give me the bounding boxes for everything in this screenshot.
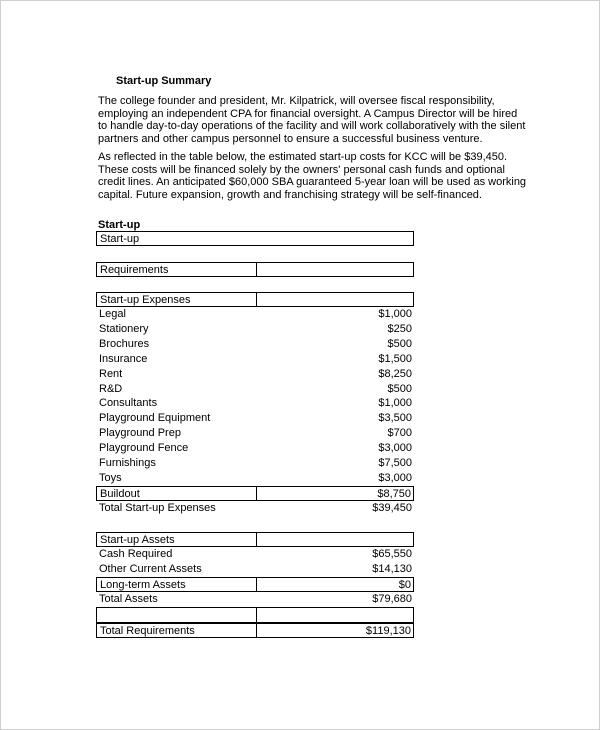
table-row: [96, 577, 414, 592]
row-value: $1,000: [378, 308, 412, 320]
row-value: $1,500: [378, 353, 412, 365]
empty-spacer-row: [96, 607, 414, 623]
row-label: Buildout: [100, 488, 140, 500]
row-label: Long-term Assets: [100, 579, 186, 591]
row-label: Playground Fence: [99, 442, 189, 454]
table-row: [96, 562, 414, 577]
table-title: Start-up: [98, 219, 141, 231]
table-row: [96, 337, 414, 352]
total-expenses-label: Total Start-up Expenses: [99, 502, 216, 514]
row-label: Playground Prep: [99, 427, 181, 439]
row-value: $700: [387, 427, 412, 439]
row-label: Cash Required: [99, 548, 173, 560]
row-value: $500: [387, 383, 412, 395]
table-row: [96, 352, 414, 367]
total-assets-value: $79,680: [372, 593, 412, 605]
row-label: Furnishings: [99, 457, 156, 469]
table-row: [96, 441, 414, 456]
table-row: [96, 456, 414, 471]
table-row: [96, 396, 414, 411]
table-row: [96, 547, 414, 562]
requirements-label: Requirements: [100, 264, 169, 276]
row-value: $14,130: [372, 563, 412, 575]
row-value: $8,250: [378, 368, 412, 380]
expenses-header-row: [96, 292, 414, 307]
startup-header-label: Start-up: [100, 233, 140, 245]
paragraph-1: The college founder and president, Mr. Kilpatrick, will oversee fiscal responsibility, employing an independent CPA for financial oversight. A Campus Director will be hired to handle day-to-day operations of the facility and will work collaboratively with the silent partners and other campus personnel to ensure a successful business venture.: [98, 95, 526, 145]
assets-header-row: [96, 532, 414, 547]
row-value: $3,000: [378, 442, 412, 454]
row-value: $0: [398, 579, 411, 591]
row-label: Rent: [99, 368, 123, 380]
assets-header-label: Start-up Assets: [100, 534, 175, 546]
table-row: [96, 411, 414, 426]
requirements-row: [96, 262, 414, 277]
table-row: [96, 382, 414, 397]
total-requirements-value: $119,130: [365, 625, 411, 637]
row-value: $65,550: [372, 548, 412, 560]
paragraph-2: As reflected in the table below, the estimated start-up costs for KCC will be $39,450. These costs will be financed solely by the owners' personal cash funds and optional credit lines. An anticipated $60,000 SBA guaranteed 5-year loan will be used as working capital. Future expansion, growth and franchising strategy will be self-financed.: [98, 151, 527, 201]
row-value: $3,500: [378, 412, 412, 424]
table-row: [96, 426, 414, 441]
row-label: Toys: [99, 472, 122, 484]
table-row: [96, 367, 414, 382]
row-value: $7,500: [378, 457, 412, 469]
row-value: $1,000: [378, 397, 412, 409]
row-label: Consultants: [99, 397, 158, 409]
table-row: [96, 471, 414, 486]
total-expenses-row: [96, 501, 414, 516]
startup-header-box: [96, 231, 414, 246]
table-row: [96, 322, 414, 337]
row-label: Legal: [99, 308, 126, 320]
row-value: $3,000: [378, 472, 412, 484]
row-value: $250: [387, 323, 412, 335]
row-value: $500: [387, 338, 412, 350]
row-label: Insurance: [99, 353, 148, 365]
total-requirements-label: Total Requirements: [100, 625, 195, 637]
total-assets-label: Total Assets: [99, 593, 158, 605]
expenses-header-label: Start-up Expenses: [100, 294, 191, 306]
row-label: Stationery: [99, 323, 149, 335]
total-assets-row: [96, 592, 414, 607]
row-label: Other Current Assets: [99, 563, 202, 575]
total-requirements-row: [96, 622, 414, 638]
table-row: [96, 486, 414, 501]
row-value: $8,750: [377, 488, 411, 500]
table-row: [96, 307, 414, 322]
row-label: R&D: [99, 383, 123, 395]
section-heading: Start-up Summary: [116, 75, 212, 87]
row-label: Playground Equipment: [99, 412, 211, 424]
row-label: Brochures: [99, 338, 150, 350]
total-expenses-value: $39,450: [372, 502, 412, 514]
